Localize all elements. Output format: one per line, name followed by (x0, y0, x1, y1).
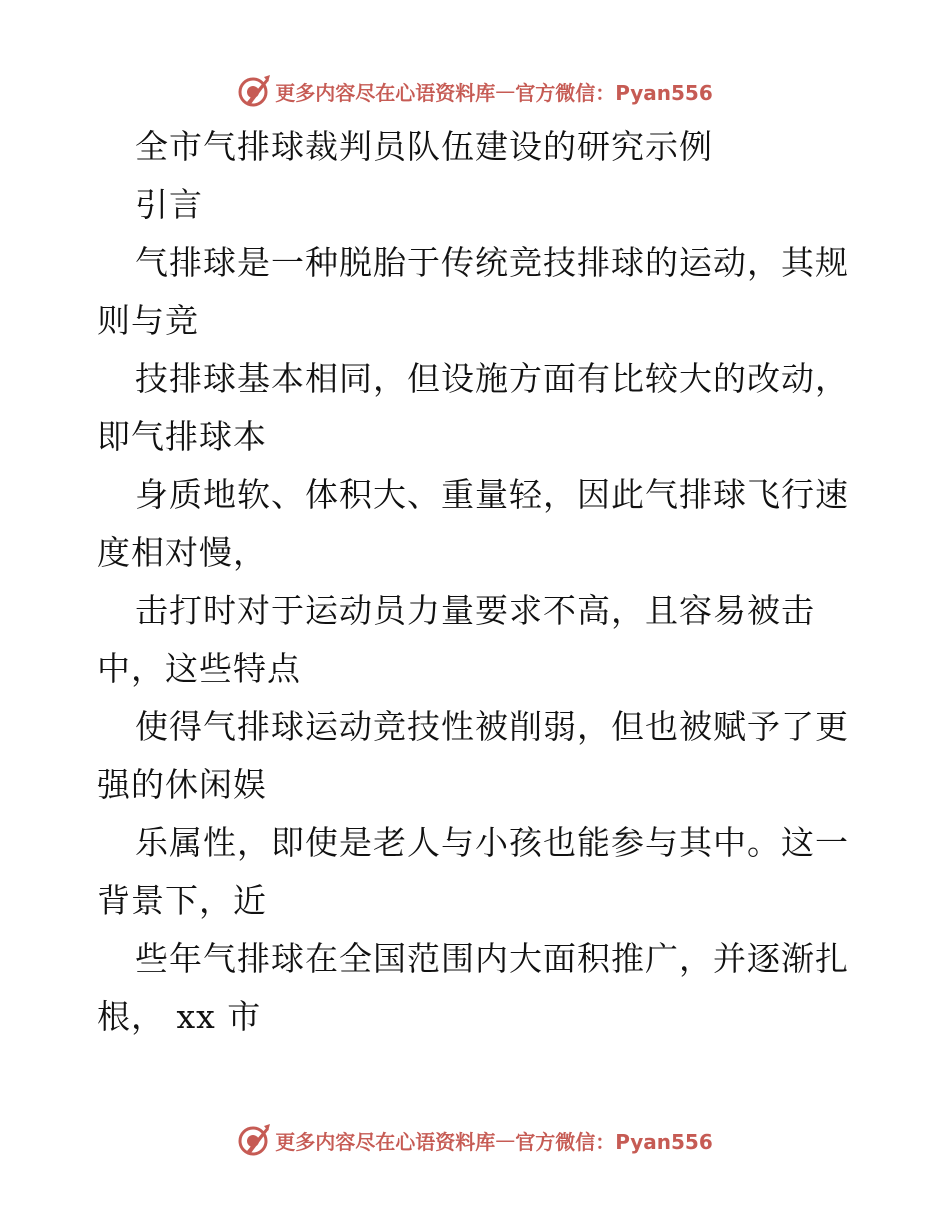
paragraph-line: 些年气排球在全国范围内大面积推广，并逐渐扎 (135, 939, 849, 978)
document-body (97, 118, 857, 1046)
banner-dash: — (495, 1128, 516, 1152)
document-title: 全市气排球裁判员队伍建设的研究示例 (135, 127, 713, 166)
paragraph-line: 击打时对于运动员力量要求不高，且容易被击 (135, 591, 815, 630)
paragraph-line: 身质地软、体积大、重量轻，因此气排球飞行速 (135, 475, 849, 514)
banner-wechat: 官方微信：Pyan556 (515, 80, 713, 105)
paragraph-line: 中，这些特点 (97, 649, 301, 688)
paragraph-line: 技排球基本相同，但设施方面有比较大的改动， (135, 359, 849, 398)
brush-logo-icon (237, 1123, 271, 1157)
brush-logo-icon (237, 74, 271, 108)
footer-watermark-banner (0, 1120, 950, 1160)
paragraph-line: 根， xx 市 (97, 997, 262, 1036)
paragraph-line: 气排球是一种脱胎于传统竞技排球的运动，其规 (135, 243, 849, 282)
header-watermark-banner (0, 71, 950, 111)
paragraph-line: 度相对慢， (97, 533, 267, 572)
paragraph-line: 则与竞 (97, 301, 199, 340)
banner-site-name: 更多内容尽在心语资料库 (275, 1129, 496, 1154)
paragraph-line: 即气排球本 (97, 417, 267, 456)
paragraph-line: 背景下，近 (97, 881, 267, 920)
paragraph-line: 乐属性，即使是老人与小孩也能参与其中。这一 (135, 823, 849, 862)
banner-site-name: 更多内容尽在心语资料库 (275, 80, 496, 105)
section-heading: 引言 (135, 185, 203, 224)
paragraph-line: 使得气排球运动竞技性被削弱，但也被赋予了更 (135, 707, 849, 746)
paragraph-line: 强的休闲娱 (97, 765, 267, 804)
banner-wechat: 官方微信：Pyan556 (515, 1129, 713, 1154)
banner-dash: — (495, 79, 516, 103)
